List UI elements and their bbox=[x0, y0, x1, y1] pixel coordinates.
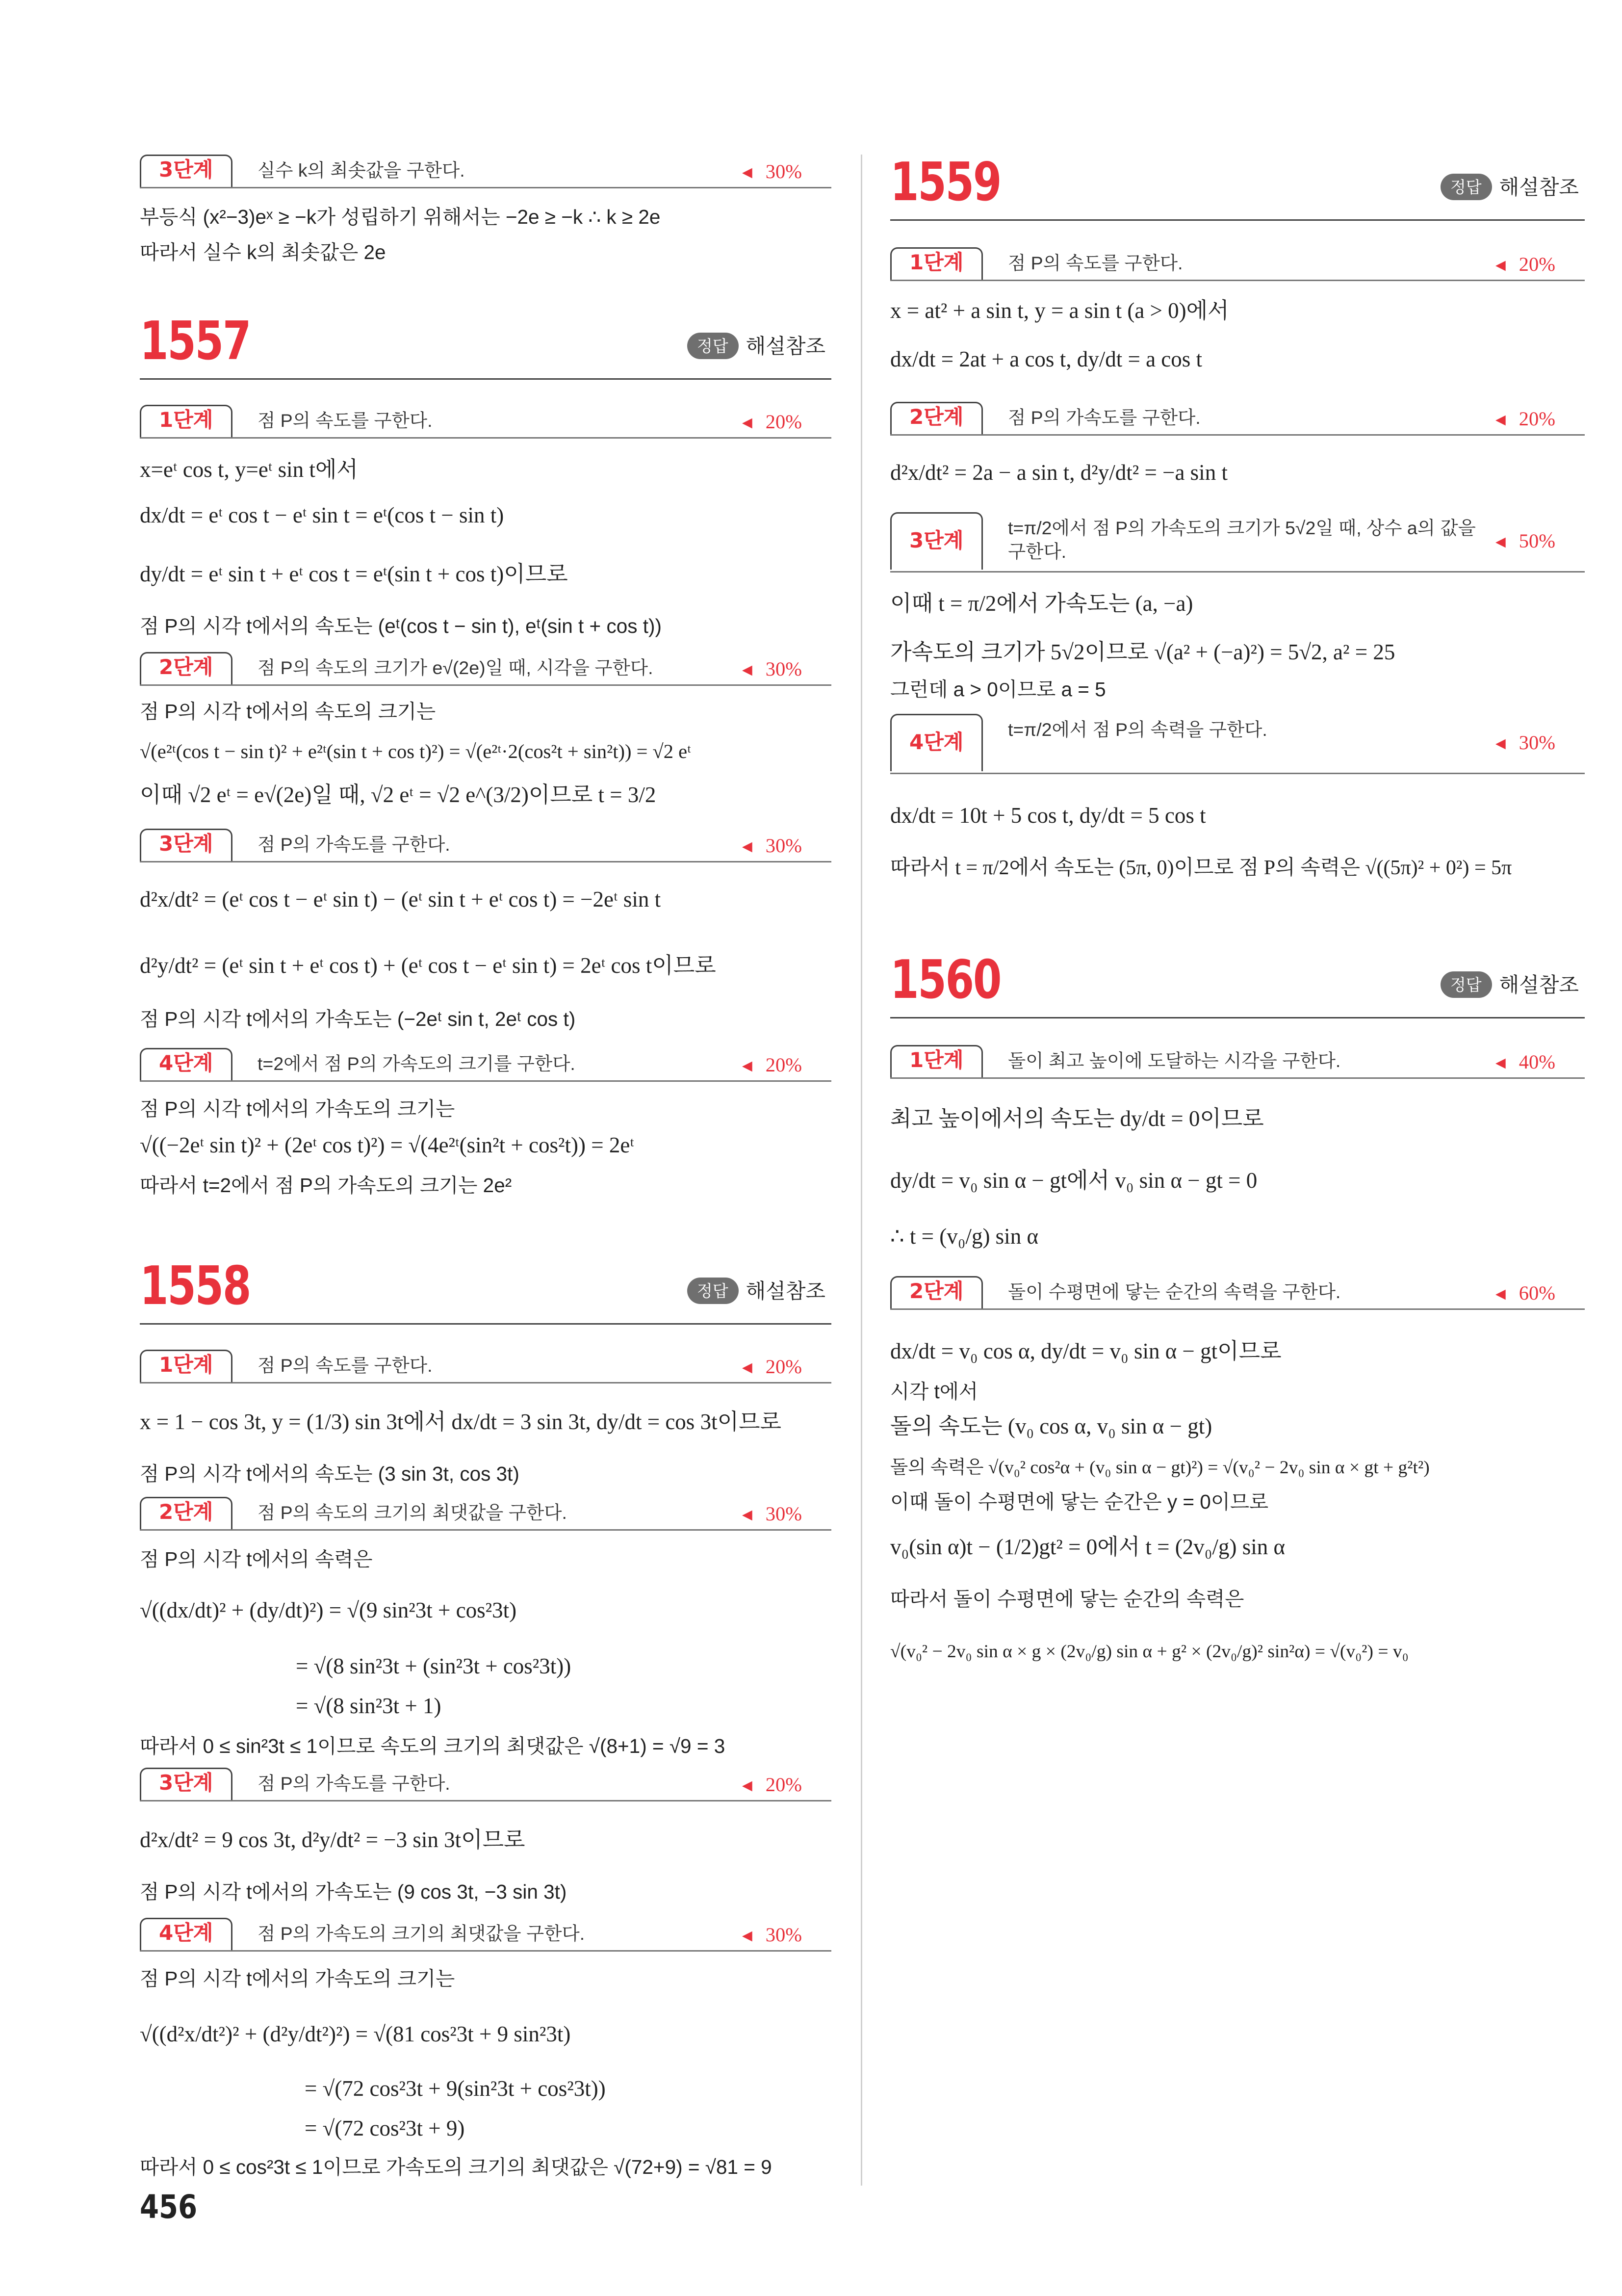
problem-number: 1557 bbox=[140, 312, 251, 372]
step-badge: 3단계 bbox=[140, 1768, 232, 1800]
step-description: 점 P의 가속도를 구한다. bbox=[1008, 408, 1201, 428]
problem-header bbox=[140, 1258, 831, 1323]
step-badge: 2단계 bbox=[140, 1497, 232, 1529]
step-description: 점 P의 가속도의 크기의 최댓값을 구한다. bbox=[257, 1924, 585, 1944]
equation-line: = √(72 cos²3t + 9) bbox=[305, 2118, 465, 2141]
problem-header bbox=[140, 313, 831, 378]
solution-line: 점 P의 시각 t에서의 가속도는 (−2eᵗ sin t, 2eᵗ cos t) bbox=[140, 1008, 576, 1030]
step-percent: ◀ 20% bbox=[742, 411, 802, 434]
step-percent: ◀ 20% bbox=[742, 1356, 802, 1379]
solution-line: 따라서 0 ≤ sin²3t ≤ 1이므로 속도의 크기의 최댓값은 √(8+1) = √9 = 3 bbox=[140, 1735, 725, 1757]
step-header bbox=[140, 1768, 831, 1801]
step-percent: ◀ 40% bbox=[1495, 1051, 1555, 1074]
equation-line: dx/dt = eᵗ cos t − eᵗ sin t = eᵗ(cos t − sin t) bbox=[140, 505, 504, 528]
step-description: 점 P의 가속도를 구한다. bbox=[257, 835, 450, 855]
equation-line: 돌의 속도는 (v₀ cos α, v₀ sin α − gt) bbox=[890, 1416, 1212, 1439]
equation-line: 돌의 속력은 √(v₀² cos²α + (v₀ sin α − gt)²) = √(v₀² − 2v₀ sin α × gt + g²t²) bbox=[890, 1457, 1430, 1478]
answer-text: 해설참조 bbox=[1499, 177, 1579, 200]
step-badge: 1단계 bbox=[890, 1045, 982, 1077]
problem-number: 1559 bbox=[890, 153, 1001, 213]
equation-line: 최고 높이에서의 속도는 dy/dt = 0이므로 bbox=[890, 1108, 1264, 1132]
step-percent: ◀ 30% bbox=[742, 1503, 802, 1526]
answer-label bbox=[687, 331, 825, 361]
equation-line: √(e²ᵗ(cos t − sin t)² + e²ᵗ(sin t + cos t)²) = √(e²ᵗ·2(cos²t + sin²t)) = √2 eᵗ bbox=[140, 740, 691, 762]
equation-line: d²x/dt² = 2a − a sin t, d²y/dt² = −a sin t bbox=[890, 462, 1228, 486]
equation-line: = √(8 sin²3t + 1) bbox=[296, 1696, 441, 1719]
column-divider bbox=[861, 155, 862, 2186]
step-description: 실수 k의 최솟값을 구한다. bbox=[257, 160, 465, 181]
step-header bbox=[140, 405, 831, 439]
step-header bbox=[890, 402, 1585, 436]
answer-tag: 정답 bbox=[1440, 971, 1492, 998]
step-badge: 1단계 bbox=[140, 405, 232, 437]
problem-number: 1558 bbox=[140, 1257, 251, 1317]
solution-line: 따라서 0 ≤ cos²3t ≤ 1이므로 가속도의 크기의 최댓값은 √(72+9) = √81 = 9 bbox=[140, 2156, 772, 2178]
answer-label bbox=[687, 1276, 825, 1305]
step-badge: 4단계 bbox=[890, 714, 982, 771]
step-badge: 4단계 bbox=[140, 1918, 232, 1950]
step-header bbox=[890, 1276, 1585, 1310]
step-badge: 3단계 bbox=[140, 155, 232, 187]
step-header bbox=[140, 1350, 831, 1383]
answer-label bbox=[1440, 970, 1579, 999]
equation-line: dy/dt = eᵗ sin t + eᵗ cos t = eᵗ(sin t + cos t)이므로 bbox=[140, 564, 568, 587]
answer-tag: 정답 bbox=[1440, 174, 1492, 200]
step-badge: 3단계 bbox=[140, 829, 232, 861]
step-header bbox=[890, 512, 1585, 573]
step-badge: 1단계 bbox=[140, 1350, 232, 1382]
problem-rule bbox=[890, 219, 1585, 221]
solution-line: 그런데 a > 0이므로 a = 5 bbox=[890, 678, 1106, 701]
equation-line: dx/dt = 2at + a cos t, dy/dt = a cos t bbox=[890, 349, 1203, 372]
step-percent: ◀ 30% bbox=[742, 160, 802, 184]
solution-line: 따라서 돌이 수평면에 닿는 순간의 속력은 bbox=[890, 1588, 1244, 1610]
step-percent: ◀ 30% bbox=[742, 658, 802, 681]
equation-line: √((d²x/dt²)² + (d²y/dt²)²) = √(81 cos²3t + 9 sin²3t) bbox=[140, 2024, 571, 2047]
step-header bbox=[140, 1048, 831, 1082]
answer-text: 해설참조 bbox=[1499, 974, 1579, 998]
step-description: 점 P의 속도를 구한다. bbox=[1008, 253, 1183, 274]
step-description: t=π/2에서 점 P의 속력을 구한다. bbox=[1008, 720, 1267, 740]
equation-line: 이때 √2 eᵗ = e√(2e)일 때, √2 eᵗ = √2 e^(3/2)이므로 t = 3/2 bbox=[140, 784, 656, 808]
equation-line: d²x/dt² = (eᵗ cos t − eᵗ sin t) − (eᵗ sin t + eᵗ cos t) = −2eᵗ sin t bbox=[140, 889, 661, 913]
step-description: 점 P의 속도의 크기의 최댓값을 구한다. bbox=[257, 1503, 567, 1523]
equation-line: x = 1 − cos 3t, y = (1/3) sin 3t에서 dx/dt = 3 sin 3t, dy/dt = cos 3t이므로 bbox=[140, 1411, 781, 1435]
problem-rule bbox=[140, 378, 831, 380]
equation-line: √((dx/dt)² + (dy/dt)²) = √(9 sin²3t + cos²3t) bbox=[140, 1600, 517, 1623]
solution-line: 점 P의 시각 t에서의 속도의 크기는 bbox=[140, 701, 436, 723]
step-header bbox=[140, 1497, 831, 1531]
equation-line: dx/dt = 10t + 5 cos t, dy/dt = 5 cos t bbox=[890, 805, 1206, 829]
equation-line: ∴ t = (v₀/g) sin α bbox=[890, 1226, 1039, 1250]
step-percent: ◀ 30% bbox=[1495, 731, 1555, 755]
problem-header bbox=[890, 952, 1585, 1017]
solution-line: x=eᵗ cos t, y=eᵗ sin t에서 bbox=[140, 459, 358, 483]
solution-line: 점 P의 시각 t에서의 속력은 bbox=[140, 1548, 373, 1570]
step-description: 점 P의 속도를 구한다. bbox=[257, 411, 433, 431]
solution-line: 점 P의 시각 t에서의 가속도는 (9 cos 3t, −3 sin 3t) bbox=[140, 1881, 567, 1903]
page-number: 456 bbox=[140, 2190, 198, 2227]
step-header bbox=[140, 829, 831, 862]
step-badge: 3단계 bbox=[890, 512, 982, 570]
equation-line: v₀(sin α)t − (1/2)gt² = 0에서 t = (2v₀/g) sin α bbox=[890, 1537, 1286, 1560]
step-description: t=2에서 점 P의 가속도의 크기를 구한다. bbox=[257, 1054, 575, 1074]
equation-line: = √(72 cos²3t + 9(sin²3t + cos²3t)) bbox=[305, 2078, 606, 2102]
equation-line: √((−2eᵗ sin t)² + (2eᵗ cos t)²) = √(4e²ᵗ(sin²t + cos²t)) = 2eᵗ bbox=[140, 1135, 634, 1158]
solution-line: 따라서 실수 k의 최솟값은 2e bbox=[140, 241, 386, 263]
solution-line: 따라서 t=2에서 점 P의 가속도의 크기는 2e² bbox=[140, 1174, 512, 1197]
equation-line: √(v₀² − 2v₀ sin α × g × (2v₀/g) sin α + g² × (2v₀/g)² sin²α) = √(v₀²) = v₀ bbox=[890, 1641, 1409, 1662]
step-badge: 2단계 bbox=[890, 1276, 982, 1308]
solution-line: 점 P의 시각 t에서의 속도는 (eᵗ(cos t − sin t), eᵗ(sin t + cos t)) bbox=[140, 615, 662, 637]
step-percent: ◀ 20% bbox=[1495, 408, 1555, 431]
step-description: 돌이 최고 높이에 도달하는 시각을 구한다. bbox=[1008, 1051, 1341, 1071]
equation-line: dx/dt = v₀ cos α, dy/dt = v₀ sin α − gt이므로 bbox=[890, 1341, 1282, 1364]
step-percent: ◀ 50% bbox=[1495, 530, 1555, 553]
equation-line: d²y/dt² = (eᵗ sin t + eᵗ cos t) + (eᵗ cos t − eᵗ sin t) = 2eᵗ cos t이므로 bbox=[140, 955, 716, 979]
step-percent: ◀ 20% bbox=[742, 1774, 802, 1797]
step-header bbox=[140, 1918, 831, 1952]
solution-line: 점 P의 시각 t에서의 속도는 (3 sin 3t, cos 3t) bbox=[140, 1463, 519, 1485]
step-description: 돌이 수평면에 닿는 순간의 속력을 구한다. bbox=[1008, 1282, 1341, 1303]
step-percent: ◀ 30% bbox=[742, 1924, 802, 1947]
problem-header bbox=[890, 155, 1585, 219]
step-percent: ◀ 30% bbox=[742, 835, 802, 858]
step-description: 점 P의 속도의 크기가 e√(2e)일 때, 시각을 구한다. bbox=[257, 658, 653, 678]
answer-text: 해설참조 bbox=[746, 1280, 825, 1304]
step-header bbox=[140, 652, 831, 686]
problem-rule bbox=[890, 1017, 1585, 1018]
problem-number: 1560 bbox=[890, 951, 1001, 1011]
step-header bbox=[890, 247, 1585, 281]
step-header bbox=[890, 714, 1585, 774]
solution-line: 부등식 (x²−3)eˣ ≥ −k가 성립하기 위해서는 −2e ≥ −k ∴ k ≥ 2e bbox=[140, 206, 661, 228]
equation-line: x = at² + a sin t, y = a sin t (a > 0)에서 bbox=[890, 300, 1229, 324]
step-header bbox=[140, 155, 831, 188]
step-description: 점 P의 가속도를 구한다. bbox=[257, 1774, 450, 1794]
equation-line: d²x/dt² = 9 cos 3t, d²y/dt² = −3 sin 3t이므로 bbox=[140, 1829, 525, 1853]
step-description: t=π/2에서 점 P의 가속도의 크기가 5√2일 때, 상수 a의 값을 구한다. bbox=[1008, 518, 1476, 562]
step-badge: 2단계 bbox=[890, 402, 982, 434]
step-description: 점 P의 속도를 구한다. bbox=[257, 1356, 433, 1376]
equation-line: 이때 t = π/2에서 가속도는 (a, −a) bbox=[890, 593, 1193, 617]
problem-rule bbox=[140, 1323, 831, 1325]
answer-tag: 정답 bbox=[687, 1278, 739, 1304]
step-percent: ◀ 20% bbox=[742, 1054, 802, 1077]
answer-tag: 정답 bbox=[687, 333, 739, 359]
equation-line: dy/dt = v₀ sin α − gt에서 v₀ sin α − gt = 0 bbox=[890, 1170, 1258, 1194]
step-percent: ◀ 20% bbox=[1495, 253, 1555, 277]
equation-line: 가속도의 크기가 5√2이므로 √(a² + (−a)²) = 5√2, a² = 25 bbox=[890, 642, 1395, 665]
step-badge: 4단계 bbox=[140, 1048, 232, 1080]
step-badge: 1단계 bbox=[890, 247, 982, 280]
answer-label bbox=[1440, 172, 1579, 202]
solution-line: 시각 t에서 bbox=[890, 1381, 978, 1403]
equation-line: 따라서 t = π/2에서 속도는 (5π, 0)이므로 점 P의 속력은 √((5π)² + 0²) = 5π bbox=[890, 858, 1512, 880]
solution-line: 이때 돌이 수평면에 닿는 순간은 y = 0이므로 bbox=[890, 1491, 1269, 1513]
solution-line: 점 P의 시각 t에서의 가속도의 크기는 bbox=[140, 1968, 455, 1990]
step-header bbox=[890, 1045, 1585, 1079]
step-percent: ◀ 60% bbox=[1495, 1282, 1555, 1305]
solution-line: 점 P의 시각 t에서의 가속도의 크기는 bbox=[140, 1098, 455, 1120]
step-badge: 2단계 bbox=[140, 652, 232, 684]
equation-line: = √(8 sin²3t + (sin²3t + cos²3t)) bbox=[296, 1656, 571, 1679]
answer-text: 해설참조 bbox=[746, 336, 825, 359]
